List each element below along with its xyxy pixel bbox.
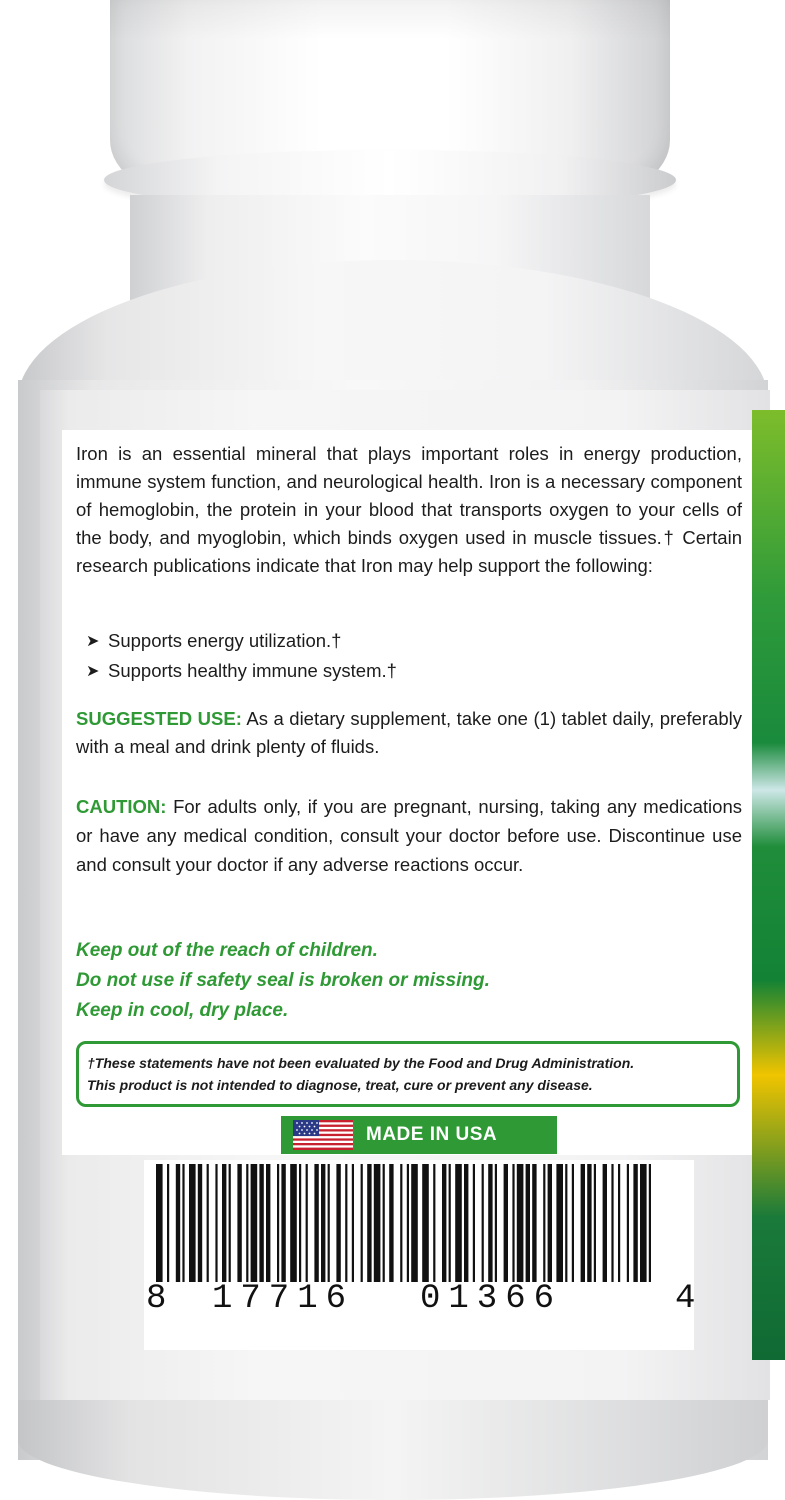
list-item: [86, 656, 686, 686]
barcode-bar: [611, 1164, 613, 1282]
barcode-bar: [306, 1164, 308, 1282]
barcode-bar: [299, 1164, 301, 1282]
barcode-bar: [222, 1164, 226, 1282]
barcode-digit-first: 8: [146, 1280, 175, 1318]
barcode-bars: [152, 1164, 660, 1282]
barcode-bar: [277, 1164, 279, 1282]
barcode-bar: [594, 1164, 596, 1282]
barcode-bar: [182, 1164, 184, 1282]
list-item: [86, 626, 686, 656]
barcode-bar: [495, 1164, 497, 1282]
cap-shading: [110, 0, 670, 40]
arrow-bullet-icon: ➤: [86, 633, 100, 650]
barcode-bar: [246, 1164, 248, 1282]
barcode-bar: [587, 1164, 591, 1282]
warning-line: Keep out of the reach of children.: [76, 940, 378, 961]
barcode-bar: [411, 1164, 418, 1282]
barcode-bar: [259, 1164, 263, 1282]
made-in-usa-banner: [281, 1116, 557, 1154]
barcode-bar: [281, 1164, 285, 1282]
barcode-bar: [176, 1164, 180, 1282]
barcode-group-left: 17716: [212, 1280, 355, 1318]
barcode-bar: [473, 1164, 475, 1282]
barcode-bar: [328, 1164, 330, 1282]
barcode-bar: [229, 1164, 231, 1282]
barcode-bar: [581, 1164, 585, 1282]
barcode-bar: [649, 1164, 651, 1282]
barcode-bar: [407, 1164, 409, 1282]
usa-flag-icon: [293, 1120, 353, 1150]
barcode-bar: [565, 1164, 567, 1282]
suggested-use-text: As a dietary supplement, take one (1) tablet daily, preferably with a meal and drink plenty of fluids.: [76, 708, 742, 757]
barcode-bar: [321, 1164, 325, 1282]
warning-line: Keep in cool, dry place.: [76, 1000, 289, 1021]
caution-section: [76, 792, 742, 879]
barcode-bar: [633, 1164, 637, 1282]
barcode-bar: [207, 1164, 209, 1282]
barcode-bar: [433, 1164, 435, 1282]
barcode-bar: [488, 1164, 492, 1282]
barcode-bar: [167, 1164, 169, 1282]
barcode-bar: [548, 1164, 552, 1282]
barcode-bar: [455, 1164, 462, 1282]
barcode-bar: [290, 1164, 297, 1282]
barcode-bar: [374, 1164, 381, 1282]
barcode-bar: [482, 1164, 484, 1282]
barcode-bar: [603, 1164, 607, 1282]
barcode-bar: [532, 1164, 536, 1282]
bottle-base: [18, 1400, 768, 1500]
barcode-bar: [572, 1164, 574, 1282]
barcode-bar: [237, 1164, 241, 1282]
benefits-list: [86, 626, 686, 686]
barcode-bar: [389, 1164, 393, 1282]
made-in-usa-text: MADE IN USA: [366, 1124, 498, 1145]
disclaimer-line: This product is not intended to diagnose, treat, cure or prevent any disease.: [87, 1077, 593, 1093]
barcode-group-right: 01366: [420, 1280, 563, 1318]
label-color-stripe: [752, 410, 785, 1360]
fda-disclaimer-box: [76, 1041, 740, 1107]
arrow-bullet-icon: ➤: [86, 663, 100, 680]
barcode-bar: [543, 1164, 545, 1282]
barcode-bar: [422, 1164, 429, 1282]
intro-paragraph: Iron is an essential mineral that plays important roles in energy production, immune system function, and neurological health. Iron is a necessary component of hemoglobin, the protein in your blood that transports oxygen to your cells of the body, and myoglobin, which binds oxygen used in muscle tissues.† Certain research publications indicate that Iron may help support the following:: [76, 443, 742, 576]
barcode-bar: [266, 1164, 270, 1282]
barcode-bar: [526, 1164, 530, 1282]
barcode-bar: [504, 1164, 508, 1282]
barcode-bar: [618, 1164, 620, 1282]
caution-text: For adults only, if you are pregnant, nursing, taking any medications or have any medical condition, consult your doctor before use. Discontinue use and consult your doctor if any adverse reactions occur.: [76, 796, 742, 875]
barcode-bar: [156, 1164, 163, 1282]
barcode-bar: [464, 1164, 468, 1282]
barcode-bar: [367, 1164, 371, 1282]
barcode-bar: [189, 1164, 196, 1282]
barcode-bar: [336, 1164, 340, 1282]
warning-line: Do not use if safety seal is broken or missing.: [76, 970, 490, 991]
benefit-text: Supports healthy immune system.†: [108, 660, 397, 681]
barcode-bar: [627, 1164, 629, 1282]
barcode-bar: [251, 1164, 258, 1282]
barcode-bar: [556, 1164, 563, 1282]
barcode-bar: [400, 1164, 402, 1282]
barcode-bar: [512, 1164, 514, 1282]
barcode-bar: [215, 1164, 217, 1282]
suggested-use-section: [76, 705, 742, 761]
barcode-bar: [198, 1164, 202, 1282]
barcode-bar: [361, 1164, 363, 1282]
caution-header: CAUTION:: [76, 796, 167, 817]
benefit-text: Supports energy utilization.†: [108, 630, 342, 651]
suggested-use-header: SUGGESTED USE:: [76, 708, 242, 729]
barcode-bar: [517, 1164, 524, 1282]
barcode-digit-last: 4: [675, 1280, 704, 1318]
barcode-bar: [449, 1164, 451, 1282]
barcode-bar: [314, 1164, 318, 1282]
barcode-bar: [345, 1164, 347, 1282]
barcode-bar: [352, 1164, 354, 1282]
barcode-bar: [383, 1164, 385, 1282]
storage-warnings: [76, 936, 742, 1026]
disclaimer-line: †These statements have not been evaluated by the Food and Drug Administration.: [87, 1055, 635, 1071]
barcode-bar: [442, 1164, 446, 1282]
barcode-bar: [640, 1164, 647, 1282]
